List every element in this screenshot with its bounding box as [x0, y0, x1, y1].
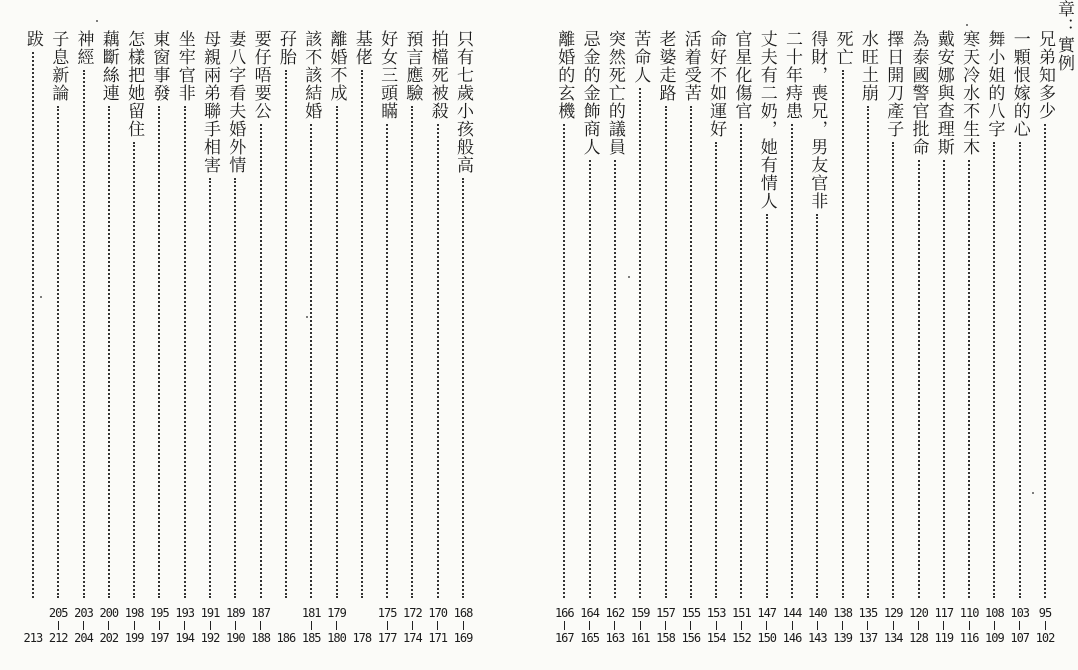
toc-entry — [47, 30, 69, 645]
range-tick — [741, 621, 742, 630]
toc-entry-title: 跋 — [22, 30, 43, 48]
page-end: 107 — [1010, 631, 1030, 645]
dotted-leader — [563, 124, 565, 598]
page-start: 164 — [580, 606, 599, 620]
range-tick — [842, 621, 843, 630]
page-start: 189 — [225, 606, 245, 620]
page-end: 177 — [377, 631, 397, 645]
range-tick — [867, 621, 868, 630]
toc-entry — [806, 30, 828, 645]
toc-entry — [250, 30, 272, 645]
range-tick — [159, 621, 160, 630]
scan-speck — [628, 276, 630, 278]
page-end: 154 — [706, 631, 726, 645]
page-start: 95 — [1038, 606, 1052, 620]
page-end: 174 — [403, 631, 422, 645]
toc-entry-title: 一顆恨嫁的心 — [1009, 30, 1030, 138]
dotted-leader — [867, 106, 869, 598]
right-page — [540, 0, 1078, 670]
range-tick — [285, 621, 286, 630]
page-range — [859, 606, 878, 645]
toc-entry-title: 忌金的金飾商人 — [579, 30, 600, 156]
toc-entry — [351, 30, 373, 645]
dotted-leader — [437, 124, 439, 598]
page-end: 202 — [99, 631, 119, 645]
dotted-leader — [993, 142, 995, 598]
page-start: 179 — [327, 606, 346, 620]
page-start: 135 — [858, 606, 878, 620]
page-start: 170 — [428, 606, 448, 620]
page-end: 167 — [554, 631, 574, 645]
dotted-leader — [108, 106, 110, 598]
page-end: 212 — [48, 631, 68, 645]
toc-entry — [22, 30, 44, 645]
page-range — [1036, 606, 1055, 645]
toc-entry — [857, 30, 879, 645]
page-end: 139 — [833, 631, 852, 645]
page-end: 190 — [225, 631, 245, 645]
range-tick — [665, 621, 666, 630]
dotted-leader — [336, 106, 338, 598]
page-start: 162 — [605, 606, 625, 620]
range-tick — [210, 621, 211, 630]
range-tick — [792, 621, 793, 630]
toc-entry-title: 苦命人 — [630, 30, 651, 84]
scan-speck — [966, 24, 968, 26]
page-range — [631, 606, 650, 645]
page-range — [277, 606, 296, 645]
scan-speck — [40, 296, 42, 298]
page-range — [454, 606, 473, 645]
page-range — [24, 606, 43, 645]
dotted-leader — [918, 160, 920, 598]
dotted-leader — [462, 178, 464, 598]
page-end: 213 — [23, 631, 43, 645]
page-end: 178 — [352, 631, 372, 645]
page-range — [49, 606, 68, 645]
toc-entry — [705, 30, 727, 645]
page-start: 103 — [1010, 606, 1030, 620]
toc-entry-title: 活着受苦 — [680, 30, 701, 102]
dotted-leader — [361, 70, 363, 598]
dotted-leader — [665, 106, 667, 598]
dotted-leader — [816, 214, 818, 598]
page-end: 194 — [175, 631, 195, 645]
page-end: 199 — [124, 631, 144, 645]
page-range — [833, 606, 852, 645]
toc-entry-title: 怎樣把她留住 — [124, 30, 145, 138]
toc-entry-title: 孖胎 — [275, 30, 296, 66]
dotted-leader — [411, 106, 413, 598]
toc-entry-title: 妻八字看夫婚外情 — [225, 30, 246, 174]
page-start: 155 — [681, 606, 701, 620]
toc-entry-title: 水旺土崩 — [857, 30, 878, 102]
page-end: 156 — [681, 631, 701, 645]
page-end: 186 — [276, 631, 296, 645]
toc-entry-title: 老婆走路 — [655, 30, 676, 102]
toc-entry — [427, 30, 449, 645]
page-range — [251, 606, 270, 645]
range-tick — [58, 621, 59, 630]
page-start: 138 — [833, 606, 852, 620]
page-start: 166 — [554, 606, 574, 620]
toc-entry — [1034, 30, 1056, 645]
page-range — [732, 606, 751, 645]
toc-entry-title: 坐牢官非 — [174, 30, 195, 102]
toc-entry-title: 為泰國警官批命 — [908, 30, 929, 156]
dotted-leader — [589, 160, 591, 598]
scan-speck — [1032, 492, 1034, 494]
toc-entry-title: 死亡 — [832, 30, 853, 66]
page-end: 171 — [428, 631, 448, 645]
page-end: 109 — [985, 631, 1004, 645]
dotted-leader — [791, 124, 793, 598]
toc-entry — [224, 30, 246, 645]
toc-entry-title: 舞小姐的八字 — [984, 30, 1005, 138]
page-start: 157 — [656, 606, 675, 620]
toc-entry-title: 離婚的玄機 — [554, 30, 575, 120]
page-end: 134 — [883, 631, 903, 645]
page-end: 146 — [782, 631, 802, 645]
page-end: 180 — [327, 631, 346, 645]
page-start: 117 — [934, 606, 954, 620]
scan-speck — [96, 20, 98, 22]
range-tick — [614, 621, 615, 630]
toc-entry — [781, 30, 803, 645]
toc-entry-title: 命好不如運好 — [706, 30, 727, 138]
toc-entry-title: 基佬 — [351, 30, 372, 66]
page-range — [403, 606, 422, 645]
range-tick — [1019, 621, 1020, 630]
page-start: 205 — [48, 606, 68, 620]
page-range — [74, 606, 93, 645]
dotted-leader — [1019, 142, 1021, 598]
page-range — [934, 606, 953, 645]
range-tick — [817, 621, 818, 630]
page-range — [428, 606, 447, 645]
toc-entry-title: 神經 — [73, 30, 94, 66]
toc-entry — [983, 30, 1005, 645]
page-end: 197 — [150, 631, 169, 645]
page-range — [175, 606, 194, 645]
page-range — [606, 606, 625, 645]
page-range — [884, 606, 903, 645]
toc-entry — [98, 30, 120, 645]
toc-entry-title: 東窗事發 — [149, 30, 170, 102]
toc-entry — [629, 30, 651, 645]
toc-entry-title: 兄弟知多少 — [1035, 30, 1055, 120]
page-range — [352, 606, 371, 645]
toc-entry — [655, 30, 677, 645]
page-end: 116 — [959, 631, 979, 645]
range-tick — [83, 621, 84, 630]
range-tick — [184, 621, 185, 630]
page-end: 137 — [858, 631, 878, 645]
page-range — [150, 606, 169, 645]
toc-entry — [832, 30, 854, 645]
page-range — [783, 606, 802, 645]
range-tick — [716, 621, 717, 630]
page-end: 169 — [453, 631, 473, 645]
dotted-leader — [1044, 124, 1046, 598]
page-end: 185 — [301, 631, 321, 645]
range-tick — [893, 621, 894, 630]
page-range — [681, 606, 700, 645]
dotted-leader — [968, 160, 970, 598]
page-end: 119 — [934, 631, 954, 645]
page-range — [327, 606, 346, 645]
page-start: 200 — [99, 606, 119, 620]
page-end: 188 — [251, 631, 270, 645]
toc-entry-title: 戴安娜與查理斯 — [933, 30, 954, 156]
toc-entry-title: 要仔唔要公 — [250, 30, 271, 120]
toc-entry-title: 預言應驗 — [402, 30, 423, 102]
page-range — [302, 606, 321, 645]
page-end: 128 — [909, 631, 928, 645]
page-end: 163 — [605, 631, 625, 645]
page-range — [808, 606, 827, 645]
left-page — [0, 0, 500, 670]
toc-entry-title: 子息新論 — [48, 30, 69, 102]
page-range — [656, 606, 675, 645]
range-tick — [589, 621, 590, 630]
page-end: 152 — [732, 631, 751, 645]
page-start: 191 — [200, 606, 220, 620]
page-start: 147 — [757, 606, 777, 620]
dotted-leader — [209, 178, 211, 598]
dotted-leader — [943, 160, 945, 598]
toc-entry — [174, 30, 196, 645]
toc-entry — [376, 30, 398, 645]
range-tick — [260, 621, 261, 630]
toc-entry-title: 藕斷絲連 — [98, 30, 119, 102]
toc-entry — [882, 30, 904, 645]
page-range — [1010, 606, 1029, 645]
range-tick — [134, 621, 135, 630]
toc-entry — [148, 30, 170, 645]
toc-entry — [452, 30, 474, 645]
page-range — [580, 606, 599, 645]
toc-entry — [326, 30, 348, 645]
range-tick — [32, 621, 33, 630]
range-tick — [564, 621, 565, 630]
page-start: 108 — [985, 606, 1004, 620]
dotted-leader — [690, 106, 692, 598]
page-start: 195 — [150, 606, 169, 620]
page-range — [99, 606, 118, 645]
toc-entry-title: 母親兩弟聯手相害 — [200, 30, 220, 174]
range-tick — [412, 621, 413, 630]
page-range — [378, 606, 397, 645]
page-end: 204 — [74, 631, 93, 645]
page-start: 110 — [959, 606, 979, 620]
toc-entry-title: 好女三頭瞞 — [377, 30, 398, 120]
toc-entry — [123, 30, 145, 645]
dotted-leader — [234, 178, 236, 598]
range-tick — [108, 621, 109, 630]
toc-entry — [553, 30, 575, 645]
toc-entry-title: 拍檔死被殺 — [427, 30, 448, 120]
toc-entry-title: 丈夫有二奶，她有情人 — [756, 30, 777, 210]
page-start: 140 — [807, 606, 827, 620]
page-start: 144 — [782, 606, 802, 620]
toc-entry-title: 突然死亡的議員 — [604, 30, 625, 156]
toc-entry-title: 離婚不成 — [326, 30, 347, 102]
page-range — [555, 606, 574, 645]
page-start: 198 — [124, 606, 144, 620]
toc-entry-title: 得財，喪兄，男友官非 — [807, 30, 828, 210]
toc-entry — [604, 30, 626, 645]
scan-speck — [306, 316, 308, 318]
range-tick — [463, 621, 464, 630]
dotted-leader — [32, 52, 34, 598]
toc-entry — [579, 30, 601, 645]
range-tick — [943, 621, 944, 630]
toc-entry — [908, 30, 930, 645]
range-tick — [994, 621, 995, 630]
page-end: 102 — [1035, 631, 1055, 645]
toc-entry-title: 只有七歲小孩般高 — [453, 30, 473, 174]
dotted-leader — [842, 70, 844, 598]
page-start: 159 — [630, 606, 650, 620]
page-start: 151 — [732, 606, 751, 620]
page-start: 153 — [706, 606, 726, 620]
range-tick — [235, 621, 236, 630]
page-range — [960, 606, 979, 645]
toc-entry — [933, 30, 955, 645]
toc-entry — [73, 30, 95, 645]
page-start: 168 — [453, 606, 473, 620]
toc-entry — [680, 30, 702, 645]
page-end: 161 — [630, 631, 650, 645]
page-start: 203 — [74, 606, 93, 620]
page-range — [909, 606, 928, 645]
dotted-leader — [133, 142, 135, 598]
dotted-leader — [740, 124, 742, 598]
range-tick — [437, 621, 438, 630]
dotted-leader — [766, 214, 768, 598]
toc-entry — [199, 30, 221, 645]
dotted-leader — [639, 88, 641, 598]
toc-entry — [756, 30, 778, 645]
toc-entry — [1009, 30, 1031, 645]
page-start: 120 — [909, 606, 928, 620]
range-tick — [969, 621, 970, 630]
page-range — [226, 606, 245, 645]
dotted-leader — [158, 106, 160, 598]
page-end: 158 — [656, 631, 675, 645]
dotted-leader — [260, 124, 262, 598]
dotted-leader — [892, 142, 894, 598]
toc-entry-title: 寒天冷水不生木 — [959, 30, 980, 156]
dotted-leader — [715, 142, 717, 598]
page-range — [707, 606, 726, 645]
page-end: 192 — [200, 631, 220, 645]
range-tick — [640, 621, 641, 630]
toc-entry — [730, 30, 752, 645]
range-tick — [336, 621, 337, 630]
dotted-leader — [310, 124, 312, 598]
page-start: 187 — [251, 606, 270, 620]
toc-entry-title: 官星化傷官 — [731, 30, 752, 120]
dotted-leader — [386, 124, 388, 598]
page-end: 143 — [807, 631, 827, 645]
range-tick — [311, 621, 312, 630]
page-end: 150 — [757, 631, 777, 645]
page-start: 129 — [883, 606, 903, 620]
dotted-leader — [285, 70, 287, 598]
dotted-leader — [83, 70, 85, 598]
page-start: 181 — [301, 606, 321, 620]
range-tick — [690, 621, 691, 630]
range-tick — [387, 621, 388, 630]
range-tick — [918, 621, 919, 630]
toc-entry — [300, 30, 322, 645]
toc-entry — [958, 30, 980, 645]
dotted-leader — [614, 160, 616, 598]
dotted-leader — [184, 106, 186, 598]
chapter-header: 章：實例 — [1054, 0, 1074, 72]
page-end: 165 — [580, 631, 599, 645]
page-range — [125, 606, 144, 645]
range-tick — [766, 621, 767, 630]
toc-entry — [401, 30, 423, 645]
page-start: 193 — [175, 606, 195, 620]
page-range — [757, 606, 776, 645]
range-tick — [361, 621, 362, 630]
toc-entry-title: 擇日開刀產子 — [883, 30, 904, 138]
toc-entry — [275, 30, 297, 645]
toc-entry-title: 二十年痔患 — [782, 30, 802, 120]
page-range — [201, 606, 220, 645]
toc-entry-title: 該不該結婚 — [301, 30, 322, 120]
range-tick — [1045, 621, 1046, 630]
dotted-leader — [57, 106, 59, 598]
page-start: 172 — [403, 606, 422, 620]
page-start: 175 — [377, 606, 397, 620]
page-range — [985, 606, 1004, 645]
